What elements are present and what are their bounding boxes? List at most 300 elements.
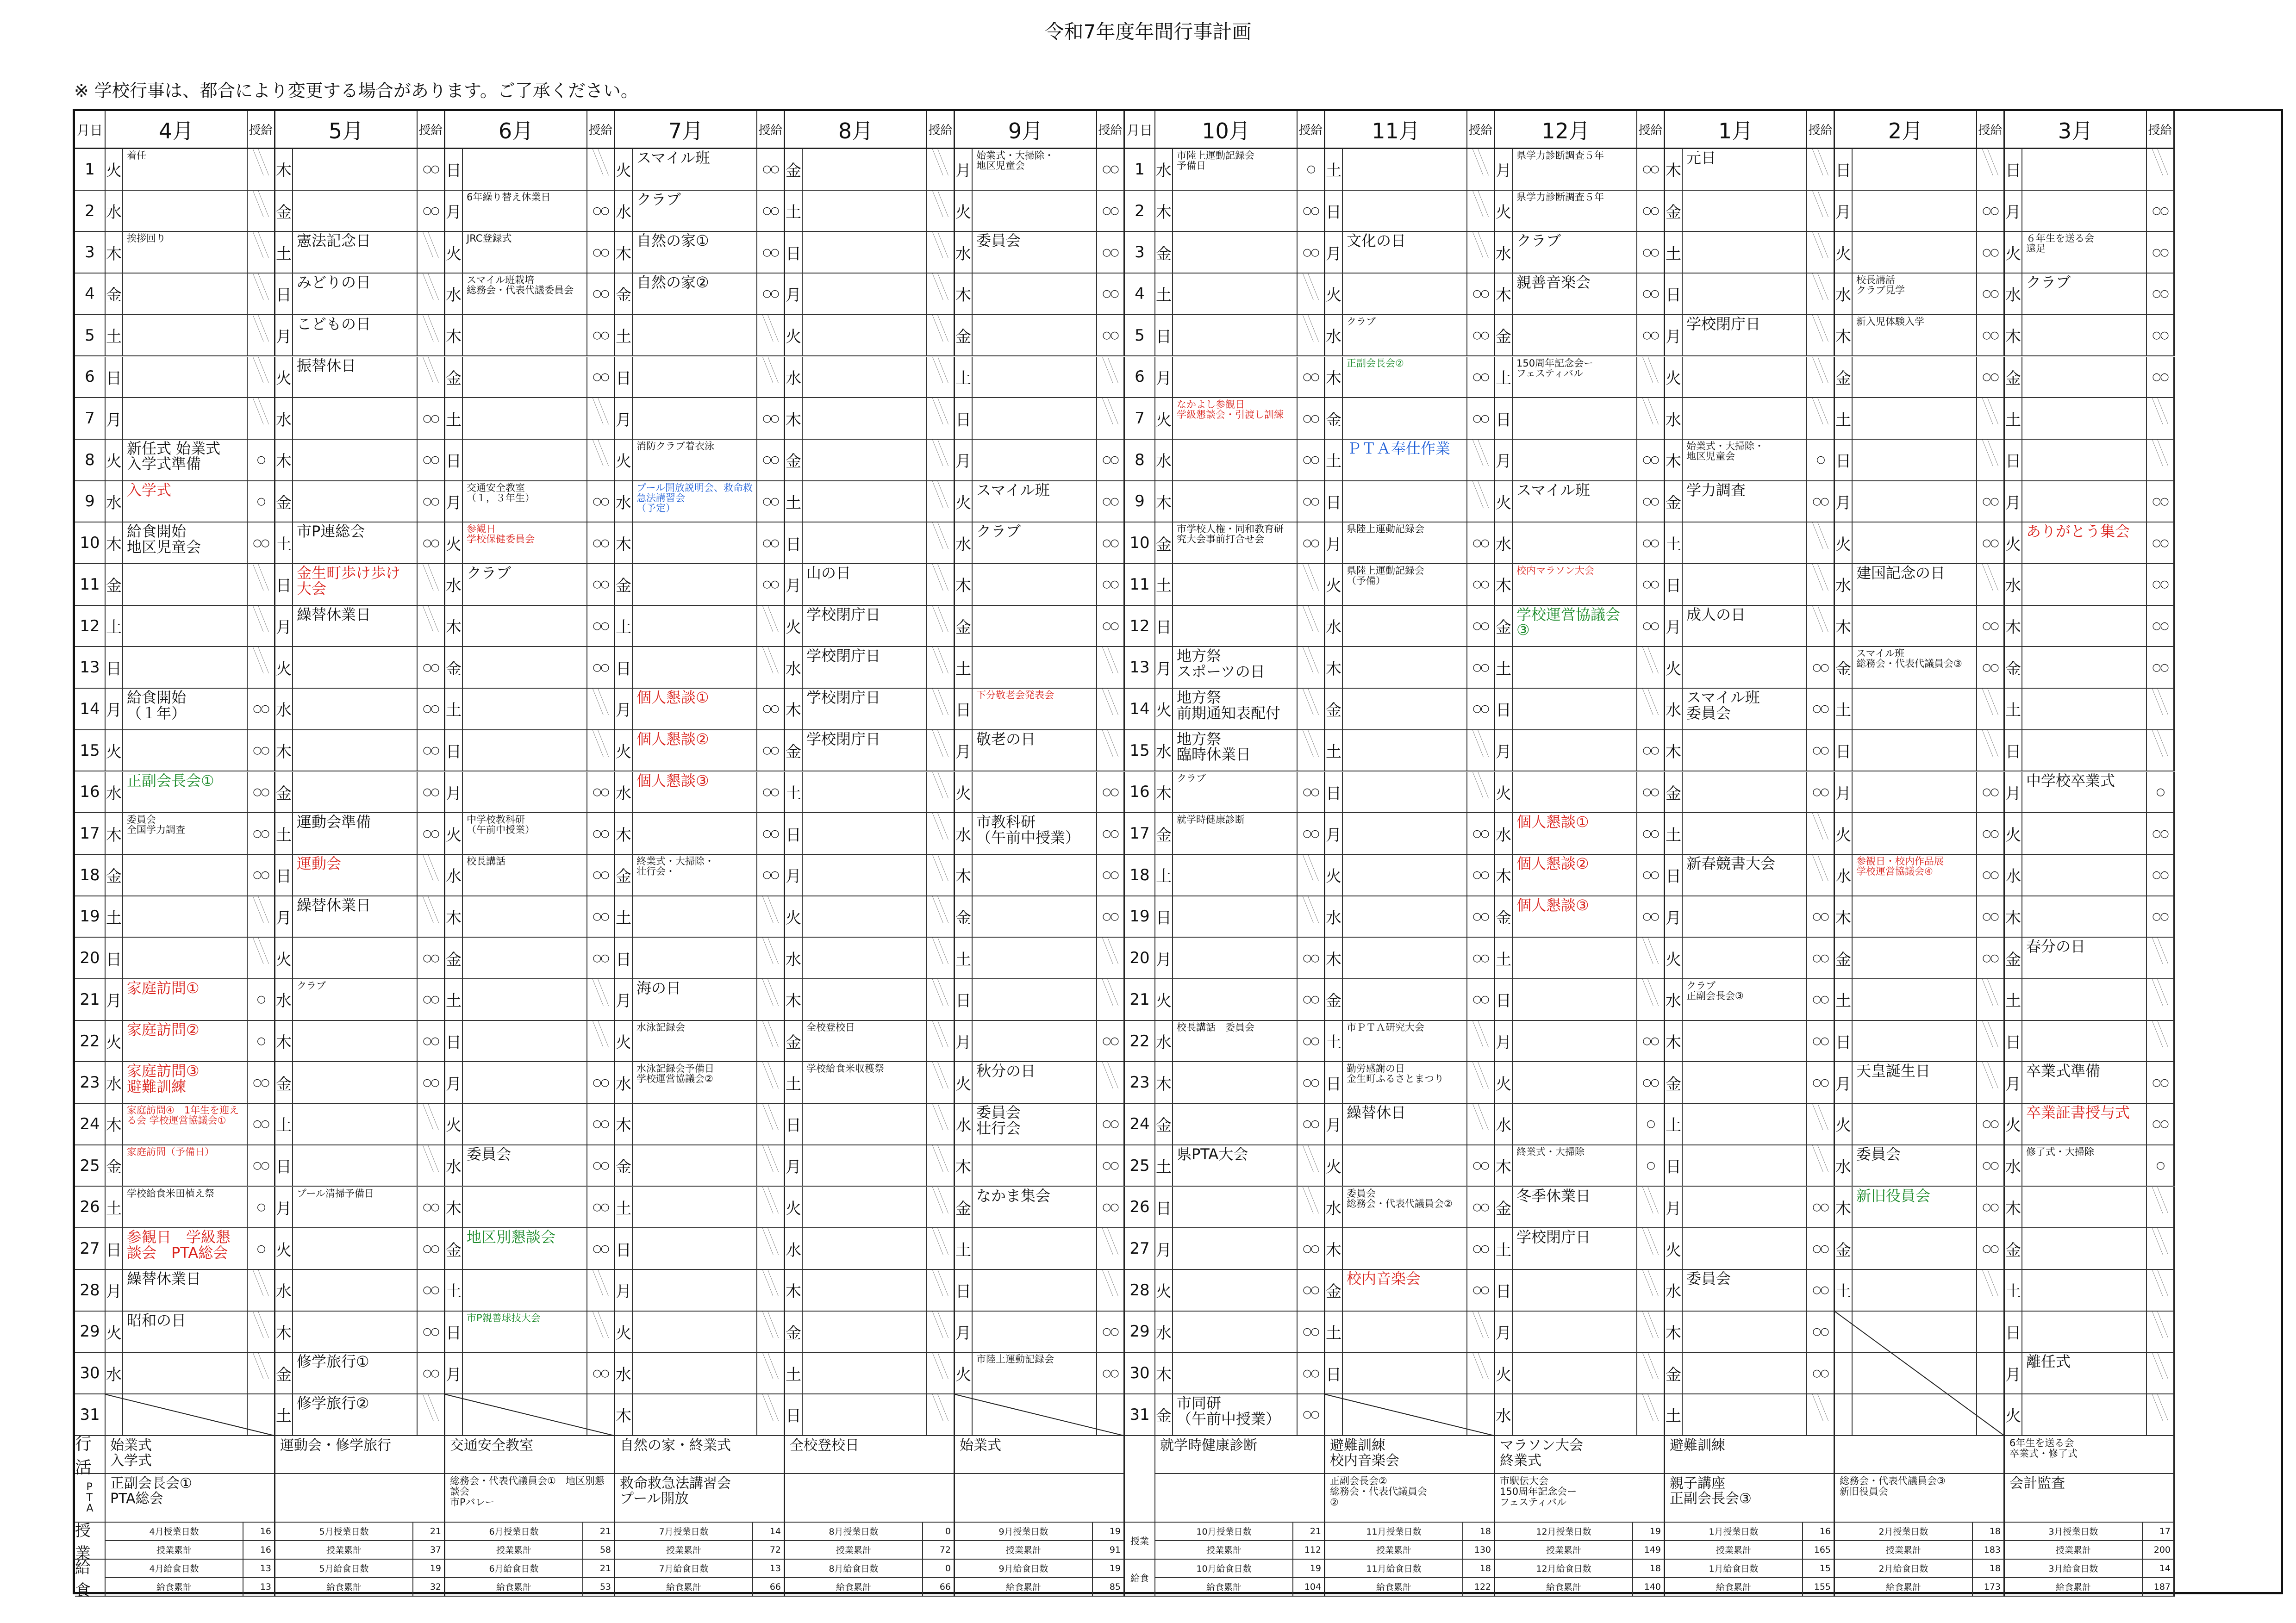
teach-cell bbox=[1807, 564, 1835, 606]
event-cell bbox=[1513, 440, 1637, 481]
count-label: 5月授業日数 bbox=[319, 1527, 369, 1537]
cumulative-label: 給食累計 bbox=[1716, 1582, 1751, 1593]
event-cell bbox=[1683, 1270, 1807, 1312]
day-number: 26 bbox=[75, 1187, 106, 1229]
event-text: 昭和の日 bbox=[127, 1311, 187, 1329]
meal-days-row bbox=[615, 1560, 785, 1578]
weekday-cell: 土 bbox=[1325, 1312, 1343, 1353]
weekday-cell: 土 bbox=[445, 1270, 463, 1312]
month-header bbox=[1155, 111, 1298, 149]
teach-cell bbox=[418, 1187, 445, 1229]
event-cell bbox=[463, 274, 587, 315]
teach-cell bbox=[927, 274, 955, 315]
teach-mark: ○○ bbox=[1812, 952, 1828, 964]
closed-mark-icon bbox=[1807, 564, 1834, 591]
event-text: 個人懇談① bbox=[1516, 813, 1589, 831]
teach-cell bbox=[1298, 1394, 1325, 1436]
month-name: 12月 bbox=[1541, 118, 1590, 143]
teach-cell bbox=[1097, 855, 1125, 896]
teach-cell bbox=[1298, 606, 1325, 647]
teach-cell bbox=[927, 440, 955, 481]
event-text: 山の日 bbox=[806, 564, 851, 582]
teach-header bbox=[418, 111, 445, 149]
teach-cell bbox=[757, 1104, 785, 1145]
event-text: 委員会 bbox=[976, 232, 1021, 250]
event-cell bbox=[803, 481, 927, 523]
teach-mark: ○○ bbox=[423, 661, 439, 673]
event-cell bbox=[1683, 1062, 1807, 1104]
teach-mark: ○ bbox=[256, 495, 265, 507]
teach-cell bbox=[1977, 274, 2005, 315]
weekday-cell: 火 bbox=[445, 1104, 463, 1145]
closed-mark-icon bbox=[418, 274, 444, 300]
weekday-cell: 木 bbox=[275, 149, 293, 191]
closed-mark-icon bbox=[1637, 938, 1664, 964]
teach-mark: ○○ bbox=[1472, 1160, 1489, 1172]
pta-text: 会計監査 bbox=[2009, 1475, 2065, 1492]
weekday-cell: 木 bbox=[445, 606, 463, 647]
teach-cell bbox=[587, 647, 615, 689]
weekday-cell: 月 bbox=[445, 1353, 463, 1394]
weekday-cell: 木 bbox=[2005, 1187, 2022, 1229]
event-cell bbox=[803, 979, 927, 1021]
teach-mark: ○○ bbox=[1982, 786, 1998, 798]
teach-cell bbox=[1807, 772, 1835, 814]
weekday-cell: 木 bbox=[106, 522, 123, 564]
event-cell bbox=[973, 232, 1097, 274]
weekday-cell: 土 bbox=[955, 1228, 973, 1270]
day-number: 25 bbox=[75, 1145, 106, 1187]
weekday-cell: 金 bbox=[1835, 357, 1853, 398]
event-cell bbox=[1683, 481, 1807, 523]
teach-mark: ○○ bbox=[1982, 1243, 1998, 1255]
teach-cell bbox=[1467, 191, 1495, 232]
weekday-cell: 木 bbox=[1325, 1228, 1343, 1270]
event-text: 新任式 始業式 入学式準備 bbox=[127, 439, 221, 473]
teach-mark: ○○ bbox=[1303, 371, 1319, 383]
event-text: 参観日 学級懇談会 PTA総会 bbox=[127, 1228, 231, 1262]
event-cell bbox=[463, 896, 587, 938]
event-cell bbox=[633, 274, 757, 315]
event-text: 家庭訪問① bbox=[127, 979, 200, 997]
event-text: 卒業証書授与式 bbox=[2026, 1104, 2130, 1122]
closed-mark-icon bbox=[2147, 1021, 2173, 1047]
event-cell bbox=[1853, 274, 1977, 315]
weekday-cell: 土 bbox=[2005, 398, 2022, 440]
activity-cell bbox=[275, 1436, 445, 1474]
weekday-cell: 土 bbox=[955, 647, 973, 689]
day-number: 6 bbox=[75, 357, 106, 398]
event-cell bbox=[463, 855, 587, 896]
event-cell bbox=[1173, 274, 1298, 315]
teach-mark: ○○ bbox=[423, 1243, 439, 1255]
weekday-cell: 金 bbox=[615, 855, 633, 896]
weekday-cell: 金 bbox=[2005, 1228, 2022, 1270]
count-label: 1月給食日数 bbox=[1709, 1564, 1759, 1574]
weekday-cell: 火 bbox=[2005, 522, 2022, 564]
event-cell bbox=[2022, 896, 2147, 938]
meal-days-row bbox=[1155, 1560, 1325, 1578]
cumulative-label: 給食累計 bbox=[1546, 1582, 1581, 1593]
day-number: 2 bbox=[75, 191, 106, 232]
event-text: 挨拶回り bbox=[127, 233, 166, 244]
event-cell bbox=[633, 232, 757, 274]
closed-mark-icon bbox=[248, 938, 274, 964]
teach-cell bbox=[1467, 522, 1495, 564]
closed-mark-icon bbox=[1467, 1021, 1494, 1047]
weekday-cell: 月 bbox=[785, 274, 803, 315]
day-number: 19 bbox=[1125, 896, 1155, 938]
weekday-cell: 木 bbox=[2005, 896, 2022, 938]
teach-cell bbox=[1467, 1062, 1495, 1104]
day-number: 8 bbox=[75, 440, 106, 481]
event-cell bbox=[123, 481, 248, 523]
event-text: 就学時健康診断 bbox=[1177, 814, 1245, 826]
teach-mark: ○○ bbox=[1982, 1118, 1998, 1130]
teach-cell bbox=[757, 813, 785, 855]
teach-mark: ○○ bbox=[2152, 661, 2168, 673]
weekday-cell: 土 bbox=[785, 191, 803, 232]
event-cell bbox=[1513, 564, 1637, 606]
event-cell bbox=[633, 1394, 757, 1436]
cumulative-value: 53 bbox=[582, 1578, 614, 1596]
closed-mark-icon bbox=[248, 357, 274, 383]
teach-cell bbox=[1977, 1353, 2005, 1394]
teach-cell bbox=[587, 606, 615, 647]
teach-mark: ○○ bbox=[253, 1076, 269, 1088]
event-cell bbox=[2022, 564, 2147, 606]
activity-cell bbox=[106, 1436, 275, 1474]
event-text: 給食開始 地区児童会 bbox=[127, 522, 201, 556]
closed-mark-icon bbox=[587, 1021, 614, 1047]
weekday-cell: 土 bbox=[1665, 813, 1683, 855]
teach-cell bbox=[757, 232, 785, 274]
teach-cell bbox=[248, 398, 275, 440]
teach-mark: ○○ bbox=[593, 1076, 609, 1088]
event-cell bbox=[803, 813, 927, 855]
weekday-cell: 月 bbox=[1495, 730, 1513, 772]
event-cell bbox=[1683, 1021, 1807, 1063]
weekday-cell: 日 bbox=[106, 938, 123, 979]
weekday-cell: 水 bbox=[1665, 398, 1683, 440]
teach-mark: ○○ bbox=[2152, 1076, 2168, 1088]
event-text: 地区別懇談会 bbox=[467, 1228, 556, 1246]
teach-mark: ○○ bbox=[2152, 1118, 2168, 1130]
event-cell bbox=[2022, 1353, 2147, 1394]
teach-cell bbox=[1298, 274, 1325, 315]
event-cell bbox=[1173, 564, 1298, 606]
teach-mark: ○○ bbox=[1303, 1367, 1319, 1379]
count-value: 21 bbox=[582, 1523, 614, 1540]
teach-cell bbox=[418, 647, 445, 689]
day-header-label: 月日 bbox=[76, 122, 103, 138]
closed-mark-icon bbox=[2147, 1228, 2173, 1255]
event-cell bbox=[1343, 1104, 1467, 1145]
event-cell bbox=[123, 606, 248, 647]
closed-mark-icon bbox=[2147, 1353, 2173, 1379]
teach-cell bbox=[1977, 606, 2005, 647]
weekday-cell: 水 bbox=[1665, 689, 1683, 730]
teach-cell bbox=[1097, 149, 1125, 191]
event-text: 委員会 bbox=[1686, 1269, 1731, 1287]
teach-cell bbox=[248, 689, 275, 730]
event-text: 6年繰り替え休業日 bbox=[467, 191, 551, 203]
teach-mark: ○○ bbox=[593, 205, 609, 217]
event-cell bbox=[973, 522, 1097, 564]
weekday-cell: 月 bbox=[1835, 481, 1853, 523]
weekday-cell: 金 bbox=[1495, 606, 1513, 647]
meal-cumulative-row bbox=[785, 1578, 955, 1597]
teach-cell bbox=[1467, 1270, 1495, 1312]
closed-mark-icon bbox=[927, 689, 954, 715]
event-cell bbox=[973, 440, 1097, 481]
event-cell bbox=[123, 1062, 248, 1104]
event-cell bbox=[803, 1062, 927, 1104]
teach-mark: ○○ bbox=[1812, 994, 1828, 1006]
weekday-cell: 火 bbox=[1665, 1228, 1683, 1270]
event-cell bbox=[1513, 1353, 1637, 1394]
closed-mark-icon bbox=[587, 398, 614, 424]
closed-mark-icon bbox=[587, 979, 614, 1006]
closed-mark-icon bbox=[1637, 357, 1664, 383]
closed-mark-icon bbox=[757, 979, 784, 1006]
weekday-cell: 火 bbox=[955, 191, 973, 232]
weekday-cell: 木 bbox=[1155, 772, 1173, 814]
event-cell bbox=[123, 232, 248, 274]
event-cell bbox=[463, 1228, 587, 1270]
weekday-cell: 日 bbox=[785, 813, 803, 855]
teach-mark: ○○ bbox=[1982, 661, 1998, 673]
teach-cell bbox=[1637, 855, 1665, 896]
cumulative-label: 給食累計 bbox=[1005, 1582, 1041, 1593]
count-label: 12月給食日数 bbox=[1536, 1564, 1591, 1574]
weekday-cell: 水 bbox=[445, 564, 463, 606]
teach-mark: ○○ bbox=[1303, 1284, 1319, 1296]
weekday-cell: 火 bbox=[955, 1062, 973, 1104]
closed-mark-icon bbox=[1097, 689, 1123, 715]
event-cell bbox=[1343, 1062, 1467, 1104]
event-cell bbox=[1853, 1353, 1977, 1394]
month-header bbox=[615, 111, 757, 149]
event-text: 学校閉庁日 bbox=[806, 647, 881, 665]
meal-days-row bbox=[1325, 1560, 1495, 1578]
teach-cell bbox=[1977, 813, 2005, 855]
event-cell bbox=[1853, 730, 1977, 772]
teach-cell bbox=[1637, 772, 1665, 814]
weekday-cell: 木 bbox=[1155, 191, 1173, 232]
event-cell bbox=[1343, 896, 1467, 938]
teach-cell bbox=[927, 1312, 955, 1353]
teach-cell bbox=[1097, 730, 1125, 772]
lesson-days-row bbox=[275, 1523, 445, 1541]
activity-text: 始業式 bbox=[960, 1437, 1001, 1454]
month-name: 10月 bbox=[1202, 118, 1250, 143]
event-text: 地方祭 臨時休業日 bbox=[1177, 730, 1251, 764]
teach-mark: ○○ bbox=[1102, 1325, 1118, 1337]
lesson-days-row bbox=[1665, 1523, 1835, 1541]
event-cell bbox=[2022, 1104, 2147, 1145]
teach-header bbox=[2147, 111, 2175, 149]
weekday-cell: 日 bbox=[1495, 979, 1513, 1021]
cumulative-label: 給食累計 bbox=[666, 1582, 701, 1593]
weekday-cell: 日 bbox=[1665, 855, 1683, 896]
weekday-cell: 月 bbox=[955, 1021, 973, 1063]
day-number: 2 bbox=[1125, 191, 1155, 232]
event-text: 運動会 bbox=[297, 854, 342, 872]
teach-cell bbox=[2147, 689, 2175, 730]
teach-mark: ○ bbox=[256, 1035, 265, 1047]
teach-cell bbox=[2147, 149, 2175, 191]
teach-cell bbox=[1097, 689, 1125, 730]
closed-mark-icon bbox=[418, 315, 444, 342]
event-cell bbox=[803, 730, 927, 772]
event-text: 市同研 （午前中授業） bbox=[1177, 1394, 1281, 1428]
teach-cell bbox=[927, 813, 955, 855]
teach-cell bbox=[248, 481, 275, 523]
event-cell bbox=[123, 357, 248, 398]
teach-cell bbox=[927, 979, 955, 1021]
event-cell bbox=[463, 730, 587, 772]
teach-cell bbox=[587, 149, 615, 191]
weekday-cell: 日 bbox=[1495, 1270, 1513, 1312]
teach-cell bbox=[1807, 149, 1835, 191]
weekday-cell: 土 bbox=[615, 896, 633, 938]
event-cell bbox=[1683, 1312, 1807, 1353]
weekday-cell: 日 bbox=[615, 647, 633, 689]
teach-mark: ○○ bbox=[1982, 1160, 1998, 1172]
section-label: P T A bbox=[86, 1481, 94, 1514]
weekday-cell: 土 bbox=[275, 813, 293, 855]
teach-mark: ○○ bbox=[1812, 495, 1828, 507]
teach-cell bbox=[1637, 606, 1665, 647]
teach-mark: ○○ bbox=[423, 786, 439, 798]
event-text: 卒業式準備 bbox=[2026, 1062, 2101, 1080]
event-cell bbox=[1173, 1312, 1298, 1353]
event-cell bbox=[1173, 1270, 1298, 1312]
weekday-cell: 日 bbox=[2005, 1021, 2022, 1063]
event-cell bbox=[1513, 1187, 1637, 1229]
event-cell bbox=[973, 1104, 1097, 1145]
teach-cell bbox=[587, 191, 615, 232]
event-text: 文化の日 bbox=[1347, 232, 1406, 250]
event-cell bbox=[293, 1312, 418, 1353]
event-cell bbox=[463, 813, 587, 855]
cumulative-value: 66 bbox=[752, 1578, 784, 1596]
weekday-cell: 水 bbox=[615, 772, 633, 814]
weekday-cell: 日 bbox=[785, 1394, 803, 1436]
activity-text: 避難訓練 bbox=[1670, 1437, 1725, 1454]
event-text: クラブ bbox=[1177, 772, 1206, 784]
event-text: 学校給食米田植え祭 bbox=[127, 1188, 214, 1199]
event-cell bbox=[1513, 730, 1637, 772]
lesson-days-row bbox=[445, 1523, 615, 1541]
event-cell bbox=[803, 896, 927, 938]
teach-mark: ○○ bbox=[1642, 1035, 1659, 1047]
cumulative-value: 140 bbox=[1632, 1578, 1664, 1596]
event-cell bbox=[1343, 1394, 1467, 1436]
lesson-cumulative-row bbox=[1495, 1541, 1665, 1560]
weekday-cell: 日 bbox=[615, 357, 633, 398]
teach-mark: ○○ bbox=[1303, 1035, 1319, 1047]
teach-cell bbox=[1807, 1228, 1835, 1270]
month-header bbox=[785, 111, 927, 149]
teach-cell bbox=[1467, 772, 1495, 814]
teach-cell bbox=[418, 1312, 445, 1353]
weekday-cell: 金 bbox=[2005, 357, 2022, 398]
event-text: スマイル班 bbox=[1516, 481, 1590, 499]
closed-mark-icon bbox=[1807, 813, 1834, 839]
teach-cell bbox=[927, 689, 955, 730]
teach-mark: ○○ bbox=[1102, 578, 1118, 591]
teach-cell bbox=[1807, 398, 1835, 440]
weekday-cell: 日 bbox=[2005, 440, 2022, 481]
teach-mark: ○○ bbox=[593, 620, 609, 632]
teach-mark: ○○ bbox=[423, 1367, 439, 1379]
teach-cell bbox=[1298, 1228, 1325, 1270]
event-text: 校内音楽会 bbox=[1347, 1269, 1421, 1287]
event-cell bbox=[1683, 1228, 1807, 1270]
teach-cell bbox=[248, 1394, 275, 1436]
event-cell bbox=[293, 522, 418, 564]
closed-mark-icon bbox=[927, 855, 954, 881]
teach-cell bbox=[1097, 1353, 1125, 1394]
teach-cell bbox=[1097, 315, 1125, 357]
teach-cell bbox=[1637, 564, 1665, 606]
teach-cell bbox=[1977, 315, 2005, 357]
event-cell bbox=[1683, 813, 1807, 855]
event-cell bbox=[1853, 232, 1977, 274]
teach-cell bbox=[418, 689, 445, 730]
teach-cell bbox=[418, 232, 445, 274]
day-number: 19 bbox=[75, 896, 106, 938]
weekday-cell: 木 bbox=[1835, 896, 1853, 938]
day-number: 9 bbox=[1125, 481, 1155, 523]
event-cell bbox=[1173, 1228, 1298, 1270]
cumulative-label: 授業累計 bbox=[156, 1545, 192, 1556]
event-text: 中学校卒業式 bbox=[2026, 771, 2115, 790]
event-text: スマイル班 bbox=[636, 149, 710, 167]
event-text: 着任 bbox=[127, 150, 146, 161]
event-cell bbox=[633, 1021, 757, 1063]
event-cell bbox=[1173, 149, 1298, 191]
event-text: 繰替休業日 bbox=[297, 605, 371, 623]
closed-mark-icon bbox=[927, 1228, 954, 1255]
day-number: 21 bbox=[75, 979, 106, 1021]
event-cell bbox=[1513, 606, 1637, 647]
event-text: 市陸上運動記録会 予備日 bbox=[1177, 150, 1254, 172]
event-cell bbox=[1343, 979, 1467, 1021]
teach-header bbox=[757, 111, 785, 149]
closed-mark-icon bbox=[1097, 938, 1123, 964]
teach-mark: ○○ bbox=[1982, 246, 1998, 258]
teach-mark: ○○ bbox=[423, 163, 439, 175]
event-cell bbox=[1343, 274, 1467, 315]
teach-cell bbox=[1097, 398, 1125, 440]
closed-mark-icon bbox=[927, 938, 954, 964]
event-cell bbox=[973, 481, 1097, 523]
event-text: 学校閉庁日 bbox=[806, 605, 881, 623]
teach-mark: ○○ bbox=[1303, 246, 1319, 258]
weekday-cell: 日 bbox=[2005, 730, 2022, 772]
event-cell bbox=[1173, 855, 1298, 896]
weekday-cell: 土 bbox=[275, 522, 293, 564]
weekday-cell: 火 bbox=[955, 481, 973, 523]
event-cell bbox=[803, 855, 927, 896]
activity-cell bbox=[785, 1436, 955, 1474]
weekday-cell: 水 bbox=[445, 1145, 463, 1187]
event-cell bbox=[293, 1394, 418, 1436]
teach-cell bbox=[1467, 232, 1495, 274]
